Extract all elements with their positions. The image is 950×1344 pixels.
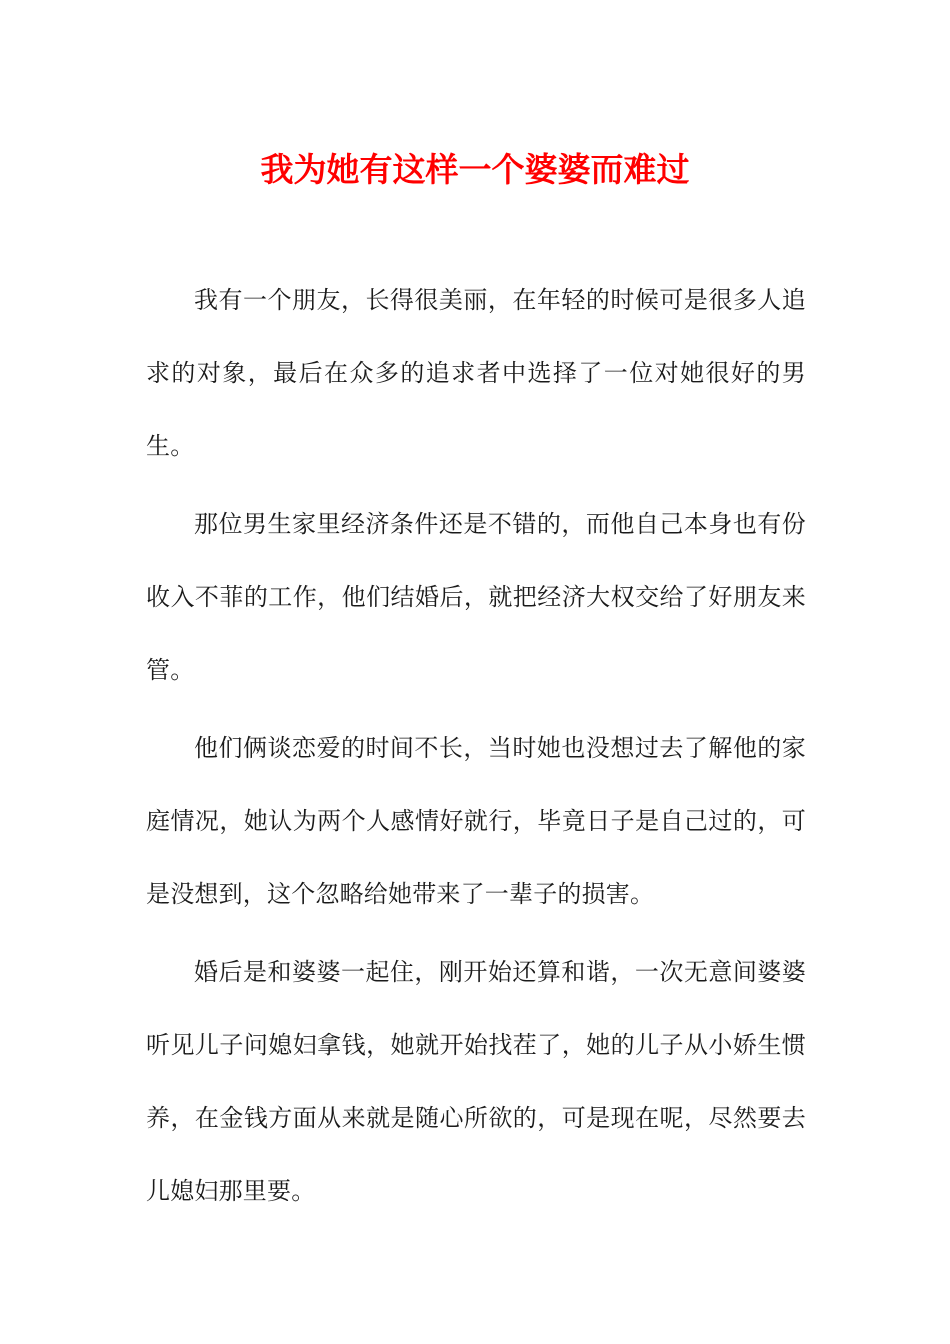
paragraph-1: 我有一个朋友，长得很美丽，在年轻的时候可是很多人追求的对象，最后在众多的追求者中选择了一位对她很好的男生。 — [146, 286, 806, 460]
paragraph-2: 那位男生家里经济条件还是不错的，而他自己本身也有份收入不菲的工作，他们结婚后，就把经济大权交给了好朋友来管。 — [146, 510, 806, 684]
paragraph-3: 他们俩谈恋爱的时间不长，当时她也没想过去了解他的家庭情况，她认为两个人感情好就行，毕竟日子是自己过的，可是没想到，这个忽略给她带来了一辈子的损害。 — [146, 734, 806, 908]
document-title: 我为她有这样一个婆婆而难过 — [260, 150, 690, 189]
paragraph-4: 婚后是和婆婆一起住，刚开始还算和谐，一次无意间婆婆听见儿子问媳妇拿钱，她就开始找茬了，她的儿子从小娇生惯养，在金钱方面从来就是随心所欲的，可是现在呢，尽然要去儿媳妇那里要。 — [146, 958, 806, 1205]
